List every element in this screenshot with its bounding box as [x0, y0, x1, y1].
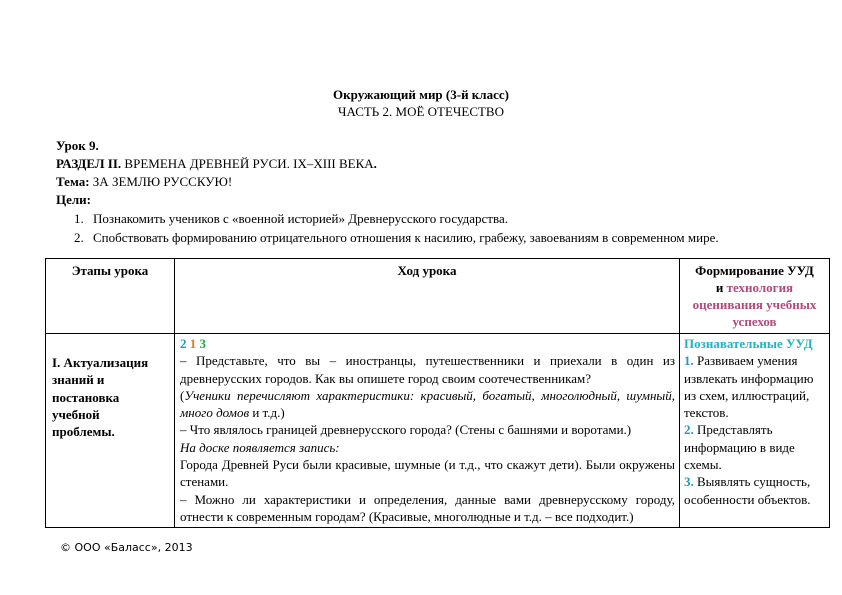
goal-item [74, 211, 508, 227]
course-paragraph: (Ученики перечисляют характеристики: красивый, богатый, многолюдный, шумный, много домов и т.д.) [180, 387, 675, 421]
header-course: Ход урока [175, 259, 680, 334]
goals-label: Цели: [56, 192, 91, 207]
course-paragraph: – Представьте, что вы – иностранцы, путешественники и приехали в один из древнерусских городов. Как вы опишете город своим соотечественникам? [180, 353, 675, 386]
section-label: РАЗДЕЛ II. [56, 156, 122, 171]
level-marker: 1 [189, 336, 197, 351]
goal-text: Спобствовать формированию отрицательного отношения к насилию, грабежу, завоеваниям в современном мире. [93, 230, 719, 245]
header-formation-line: успехов [732, 314, 777, 329]
course-paragraph: На доске появляется запись: [180, 439, 340, 455]
course-paragraph: – Можно ли характеристики и определения, данные вами древнерусскому городу, отнести к современным городам? (Красивые, многолюдные и т.д. – все подходит.) [180, 491, 675, 524]
subject-title: Окружающий мир (3-й класс) [333, 87, 509, 102]
level-marker: 3 [199, 336, 206, 351]
header-formation-line: оценивания учебных [692, 297, 817, 312]
topic-line [56, 174, 232, 190]
table-row [46, 334, 830, 528]
header-stages: Этапы урока [46, 259, 175, 334]
header-formation [680, 259, 830, 334]
goal-number: 2. [74, 230, 84, 245]
uud-item: 1. Развиваем умения извлекать информацию из схем, иллюстраций, текстов. [684, 353, 814, 421]
level-markers [180, 335, 675, 352]
uud-title: Познавательные УУД [684, 336, 813, 351]
stage-cell: I. Актуализация знаний и постановка учебной проблемы. [46, 334, 175, 528]
section-end: . [373, 156, 377, 171]
level-marker: 2 [180, 336, 187, 351]
copyright-footer: © ООО «Баласс», 2013 [60, 541, 193, 554]
section-title: ВРЕМЕНА ДРЕВНЕЙ РУСИ. IX–XIII ВЕКА [124, 156, 374, 171]
goal-number: 1. [74, 211, 84, 226]
uud-cell [680, 334, 830, 528]
header-formation-line: Формирование УУД [695, 263, 814, 278]
goal-item [74, 230, 719, 246]
lesson-number: Урок 9. [56, 138, 99, 153]
course-paragraph: – Что являлось границей древнерусского города? (Стены с башнями и воротами.) [180, 422, 632, 438]
uud-item: 2. Представлять информацию в виде схемы. [684, 422, 795, 473]
lesson-table [45, 258, 830, 528]
topic-text: ЗА ЗЕМЛЮ РУССКУЮ! [92, 174, 233, 189]
course-paragraph: Города Древней Руси были красивые, шумные (и т.д., что скажут дети). Были окружены стенами. [180, 457, 675, 490]
table-header-row [46, 259, 830, 334]
topic-label: Тема: [56, 174, 90, 189]
course-cell [175, 334, 680, 528]
part-title: ЧАСТЬ 2. МОЁ ОТЕЧЕСТВО [338, 104, 504, 119]
uud-item: 3. Выявлять сущность, особенности объектов. [684, 474, 811, 507]
section-line [56, 156, 377, 172]
goal-text: Познакомить учеников с «военной историей» Древнерусского государства. [93, 211, 508, 226]
header-formation-line: и технология [715, 280, 794, 295]
